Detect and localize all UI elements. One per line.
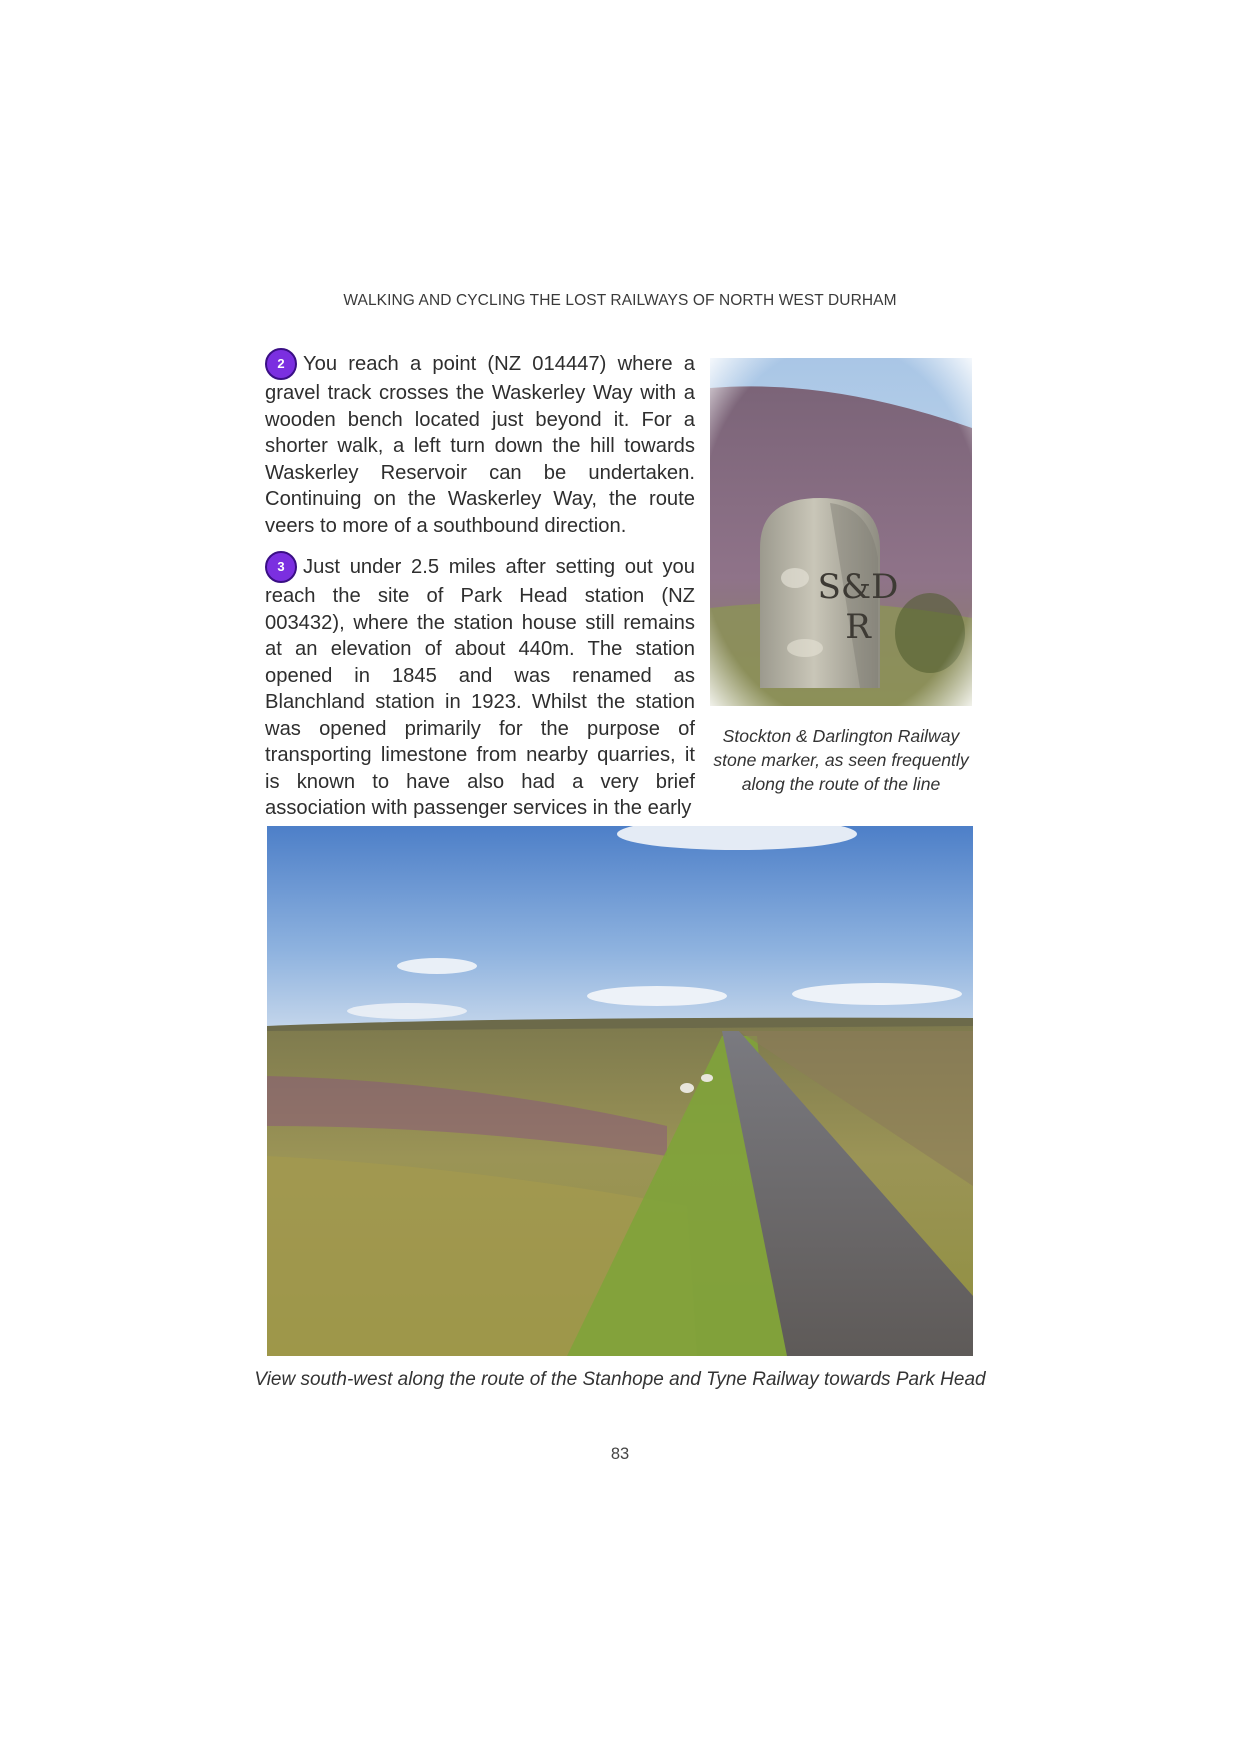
step-2-badge: 2 [265, 348, 297, 380]
running-header: WALKING AND CYCLING THE LOST RAILWAYS OF NORTH WEST DURHAM [343, 292, 897, 309]
paragraph-step-3-text: Just under 2.5 miles after setting out you reach the site of Park Head station (NZ 003432), where the station house still remains at an elevation of about 440m. The station opened in 1845 and was renamed as Blanchland station in 1923. Whilst the station was opened primarily for the purpose of transporting limestone from nearby quarries, it is known to have also had a very brief association with passenger services in the early [265, 556, 695, 819]
track-landscape-photo [267, 826, 973, 1356]
stone-marker-caption: Stockton & Darlington Railway stone marker, as seen frequently along the route of the line [713, 726, 969, 794]
page-number: 83 [610, 1445, 630, 1463]
step-3-badge: 3 [265, 551, 297, 583]
paragraph-step-3 [265, 551, 695, 822]
body-text-column [265, 348, 695, 834]
track-photo-caption: View south-west along the route of the Stanhope and Tyne Railway towards Park Head [254, 1369, 986, 1390]
paragraph-step-2 [265, 348, 695, 539]
stone-marker-photo [710, 358, 972, 706]
paragraph-step-2-text: You reach a point (NZ 014447) where a gravel track crosses the Waskerley Way with a wooden bench located just beyond it. For a shorter walk, a left turn down the hill towards Waskerley Reservoir can be undertaken. Continuing on the Waskerley Way, the route veers to more of a southbound direction. [265, 353, 695, 537]
